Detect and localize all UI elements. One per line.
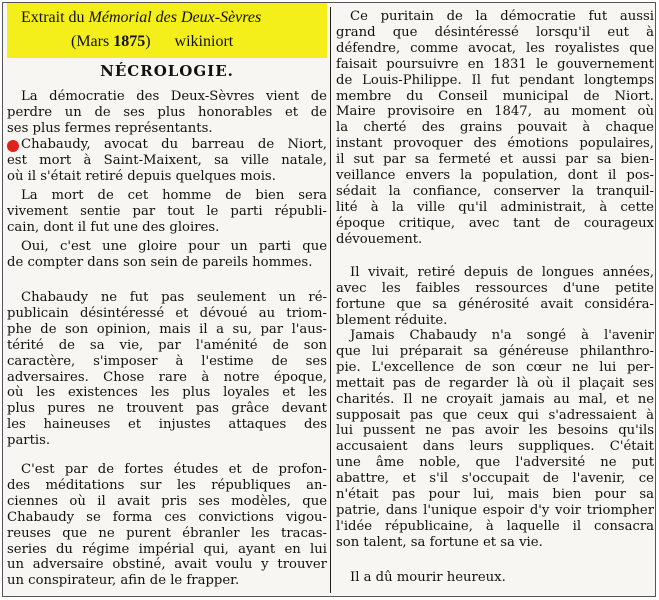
text-line: grand que désintéressé lorsqu'il eut à xyxy=(336,24,654,40)
banner-month: (Mars xyxy=(71,33,114,50)
paragraph xyxy=(7,290,327,449)
paragraph xyxy=(7,188,327,236)
text-line: époque critique, avec tant de courageux xyxy=(336,215,654,231)
text-line: lité à la ville qu'il administrait, à cette xyxy=(336,199,654,215)
text-line: mettait pas de regarder là où il plaçait ses xyxy=(336,375,654,391)
text-line: supposait pas que ceux qui s'adressaient à xyxy=(336,407,654,423)
text-line: de Louis-Philippe. Il fut pendant longtemps xyxy=(336,72,654,88)
text-line: Oui, c'est une gloire pour un parti que xyxy=(21,239,327,254)
text-line: adversaires. Chose rare à notre époque, xyxy=(7,369,327,385)
text-line: ses plus fermes représentants. xyxy=(7,120,213,136)
article-heading: NÉCROLOGIE. xyxy=(100,62,234,80)
text-line: l'idée républicaine, à laquelle il consacra xyxy=(336,518,654,534)
text-line: il sut par sa fermeté et aussi par sa bien- xyxy=(336,152,654,168)
text-line: publicain désintéressé et dévoué au triom- xyxy=(7,305,327,321)
paragraph xyxy=(336,265,654,329)
text-line: caractère, s'imposer à l'estime de ses xyxy=(7,353,327,369)
text-line: térité de sa vie, par l'aménité de son xyxy=(7,337,327,353)
paragraph xyxy=(336,570,654,586)
newspaper-clipping xyxy=(2,2,656,597)
paragraph xyxy=(7,239,327,271)
source-banner xyxy=(7,3,327,58)
paragraph xyxy=(7,89,327,137)
text-line: est mort à Saint-Maixent, sa ville natale, xyxy=(7,152,327,168)
text-line: que lui préparait sa généreuse philanthro- xyxy=(336,343,654,359)
banner-prefix: Extrait du xyxy=(21,9,89,26)
column-divider xyxy=(330,7,331,593)
text-line: avec les faibles ressources d'une petite xyxy=(336,280,654,296)
text-line: de compter dans son sein de pareils hommes. xyxy=(7,254,313,270)
text-line: blement réduite. xyxy=(336,312,448,328)
paragraph xyxy=(7,137,327,185)
text-line: n'était pas pour lui, mais bien pour sa xyxy=(336,487,654,503)
text-line: C'est par de fortes études et de profon- xyxy=(21,462,327,477)
banner-line-1 xyxy=(21,6,321,30)
text-line: plus pures ne trouvent pas grâce devant xyxy=(7,401,327,417)
text-line: lui pussent ne pas avoir les besoins qu'ils xyxy=(336,423,654,439)
text-line: perdre un de ses plus honorables et de xyxy=(7,104,327,120)
banner-source: wikiniort xyxy=(174,33,234,50)
text-line: Jamais Chabaudy n'a songé à l'avenir xyxy=(350,328,654,343)
text-line: sédait la confiance, conserver la tranquil- xyxy=(336,183,654,199)
text-line: phe de son opinion, mais il a su, par l'aus- xyxy=(7,321,327,337)
text-line: Chabaudy ne fut pas seulement un ré- xyxy=(21,290,327,305)
text-line: Chabaudy, avocat du barreau de Niort, xyxy=(21,137,327,152)
text-line: Maire provisoire en 1847, au moment où xyxy=(336,104,654,120)
text-line: series du régime impérial qui, ayant en lui xyxy=(7,541,327,557)
text-line: où il s'était retiré depuis quelques mois. xyxy=(7,168,276,184)
text-line: accusaient dans leurs suppliques. C'était xyxy=(336,439,654,455)
text-line: La démocratie des Deux-Sèvres vient de xyxy=(21,89,327,104)
text-line: les haineuses et injustes attaques des xyxy=(7,417,327,433)
text-line: Il a dû mourir heureux. xyxy=(350,570,506,585)
text-line: ciennes où il avait pris ses modèles, que xyxy=(7,493,327,509)
text-line: Ce puritain de la démocratie fut aussi xyxy=(350,9,654,24)
paragraph xyxy=(7,462,327,589)
text-line: des méditations sur les républiques an- xyxy=(7,477,327,493)
text-line: instant provoquer des émotions populaires, xyxy=(336,136,654,152)
text-line: faisait poursuivre en 1831 le gouvernement xyxy=(336,56,654,72)
text-line: patrie, dans l'unique espoir d'y voir triompher xyxy=(336,502,654,518)
text-line: pie. L'excellence de son cœur ne lui per- xyxy=(336,359,654,375)
text-line: un adversaire obstiné, avait voulu y trouver xyxy=(7,557,327,573)
text-line: un conspirateur, afin de le frapper. xyxy=(7,573,240,589)
paragraph xyxy=(336,328,654,551)
text-line: cain, dont il fut une des gloires. xyxy=(7,219,220,235)
text-line: fortune que sa générosité avait considéra- xyxy=(336,296,654,312)
text-line: reuses que ne purent ébranler les tracas- xyxy=(7,525,327,541)
text-line: où les existences les plus loyales et les xyxy=(7,385,327,401)
text-line: son talent, sa fortune et sa vie. xyxy=(336,534,543,550)
text-line: partis. xyxy=(7,433,51,449)
text-line: dévouement. xyxy=(336,231,423,247)
text-line: abattre, et s'il s'occupait de l'avenir, ce xyxy=(336,471,654,487)
banner-title: Mémorial des Deux-Sèvres xyxy=(88,9,262,26)
text-line: La mort de cet homme de bien sera xyxy=(21,188,327,203)
text-line: veillance envers la population, dont il pos- xyxy=(336,168,654,184)
banner-paren-close: ) xyxy=(145,33,151,50)
text-line: une âme noble, que l'adversité ne put xyxy=(336,455,654,471)
text-line: la cherté des grains pouvait à chaque xyxy=(336,120,654,136)
text-line: charités. Il ne croyait jamais au mal, et ne xyxy=(336,391,654,407)
banner-line-2 xyxy=(21,30,321,54)
text-line: Chabaudy se forma ces convictions vigou- xyxy=(7,509,327,525)
text-line: Il vivait, retiré depuis de longues années, xyxy=(350,265,654,280)
paragraph xyxy=(336,9,654,248)
text-line: défendre, comme avocat, les royalistes que xyxy=(336,40,654,56)
text-line: vivement sentie par tout le parti républi- xyxy=(7,203,327,219)
banner-year: 1875 xyxy=(113,33,146,50)
text-line: membre du Conseil municipal de Niort. xyxy=(336,88,654,104)
